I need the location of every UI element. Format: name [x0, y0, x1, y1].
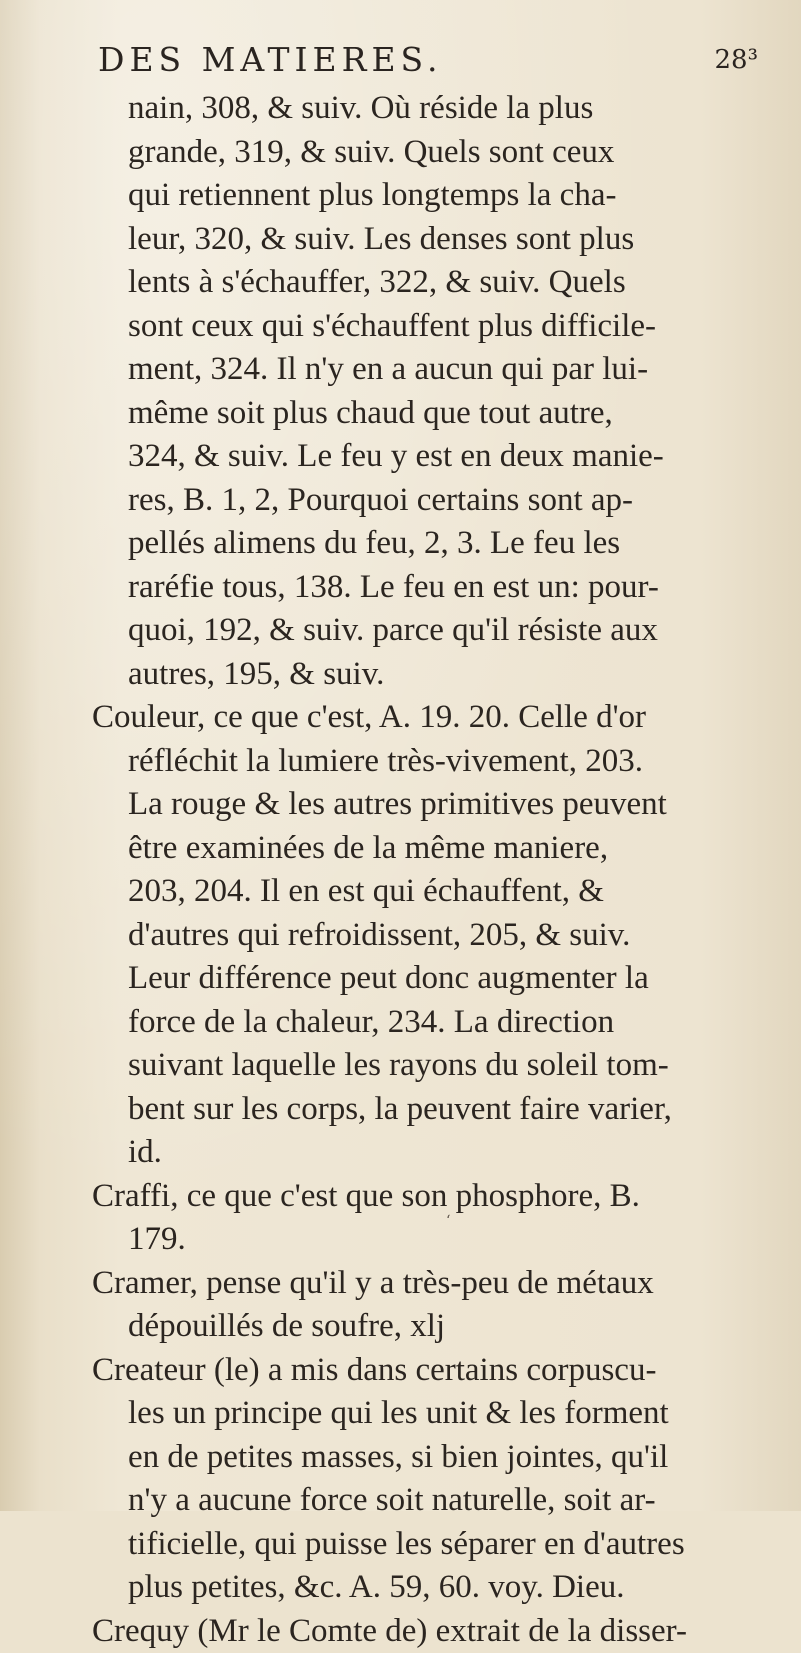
text-line: ment, 324. Il n'y en a aucun qui par lui-	[92, 348, 772, 392]
text-line: même soit plus chaud que tout autre,	[92, 392, 772, 436]
text-line: d'autres qui refroidissent, 205, & suiv.	[92, 914, 772, 958]
text-line: 179.	[92, 1218, 772, 1262]
text-line: res, B. 1, 2, Pourquoi certains sont ap-	[92, 479, 772, 523]
text-line: en de petites masses, si bien jointes, qu'il	[92, 1436, 772, 1480]
index-entry-crequy: Crequy (Mr le Comte de) extrait de la disser-	[92, 1610, 772, 1653]
page-mark: ‘	[446, 1213, 450, 1229]
text-line: sont ceux qui s'échauffent plus difficile-	[92, 305, 772, 349]
text-line: raréfie tous, 138. Le feu en est un: pour-	[92, 566, 772, 610]
text-line: 324, & suiv. Le feu y est en deux manie-	[92, 435, 772, 479]
text-line: dépouillés de soufre, xlj	[92, 1305, 772, 1349]
text-line: quoi, 192, & suiv. parce qu'il résiste aux	[92, 609, 772, 653]
index-entry-couleur: Couleur, ce que c'est, A. 19. 20. Celle d'or	[92, 696, 772, 740]
text-line: id.	[92, 1131, 772, 1175]
text-line: autres, 195, & suiv.	[92, 653, 772, 697]
text-line: Leur différence peut donc augmenter la	[92, 957, 772, 1001]
text-line: qui retiennent plus longtemps la cha-	[92, 174, 772, 218]
text-line: bent sur les corps, la peuvent faire varier,	[92, 1088, 772, 1132]
text-line: grande, 319, & suiv. Quels sont ceux	[92, 131, 772, 175]
index-entry-createur: Createur (le) a mis dans certains corpuscu-	[92, 1349, 772, 1393]
text-line: lents à s'échauffer, 322, & suiv. Quels	[92, 261, 772, 305]
text-line: pellés alimens du feu, 2, 3. Le feu les	[92, 522, 772, 566]
page-number: 28³	[714, 40, 758, 80]
text-line: suivant laquelle les rayons du soleil tom-	[92, 1044, 772, 1088]
text-line: nain, 308, & suiv. Où réside la plus	[92, 87, 772, 131]
text-line: tificielle, qui puisse les séparer en d'autres	[92, 1523, 772, 1567]
running-head: DES MATIERES.	[98, 40, 442, 80]
text-line: n'y a aucune force soit naturelle, soit ar-	[92, 1479, 772, 1523]
text-line: La rouge & les autres primitives peuvent	[92, 783, 772, 827]
text-line: force de la chaleur, 234. La direction	[92, 1001, 772, 1045]
index-entry-cramer: Cramer, pense qu'il y a très-peu de métaux	[92, 1262, 772, 1306]
text-line: être examinées de la même maniere,	[92, 827, 772, 871]
text-line: leur, 320, & suiv. Les denses sont plus	[92, 218, 772, 262]
index-text	[92, 87, 772, 1653]
text-line: réfléchit la lumiere très-vivement, 203.	[92, 740, 772, 784]
text-line: 203, 204. Il en est qui échauffent, &	[92, 870, 772, 914]
text-line: les un principe qui les unit & les forment	[92, 1392, 772, 1436]
text-line: plus petites, &c. A. 59, 60. voy. Dieu.	[92, 1566, 772, 1610]
page-header	[98, 40, 758, 80]
index-entry-craffi: Craffi, ce que c'est que son phosphore, B.	[92, 1175, 772, 1219]
